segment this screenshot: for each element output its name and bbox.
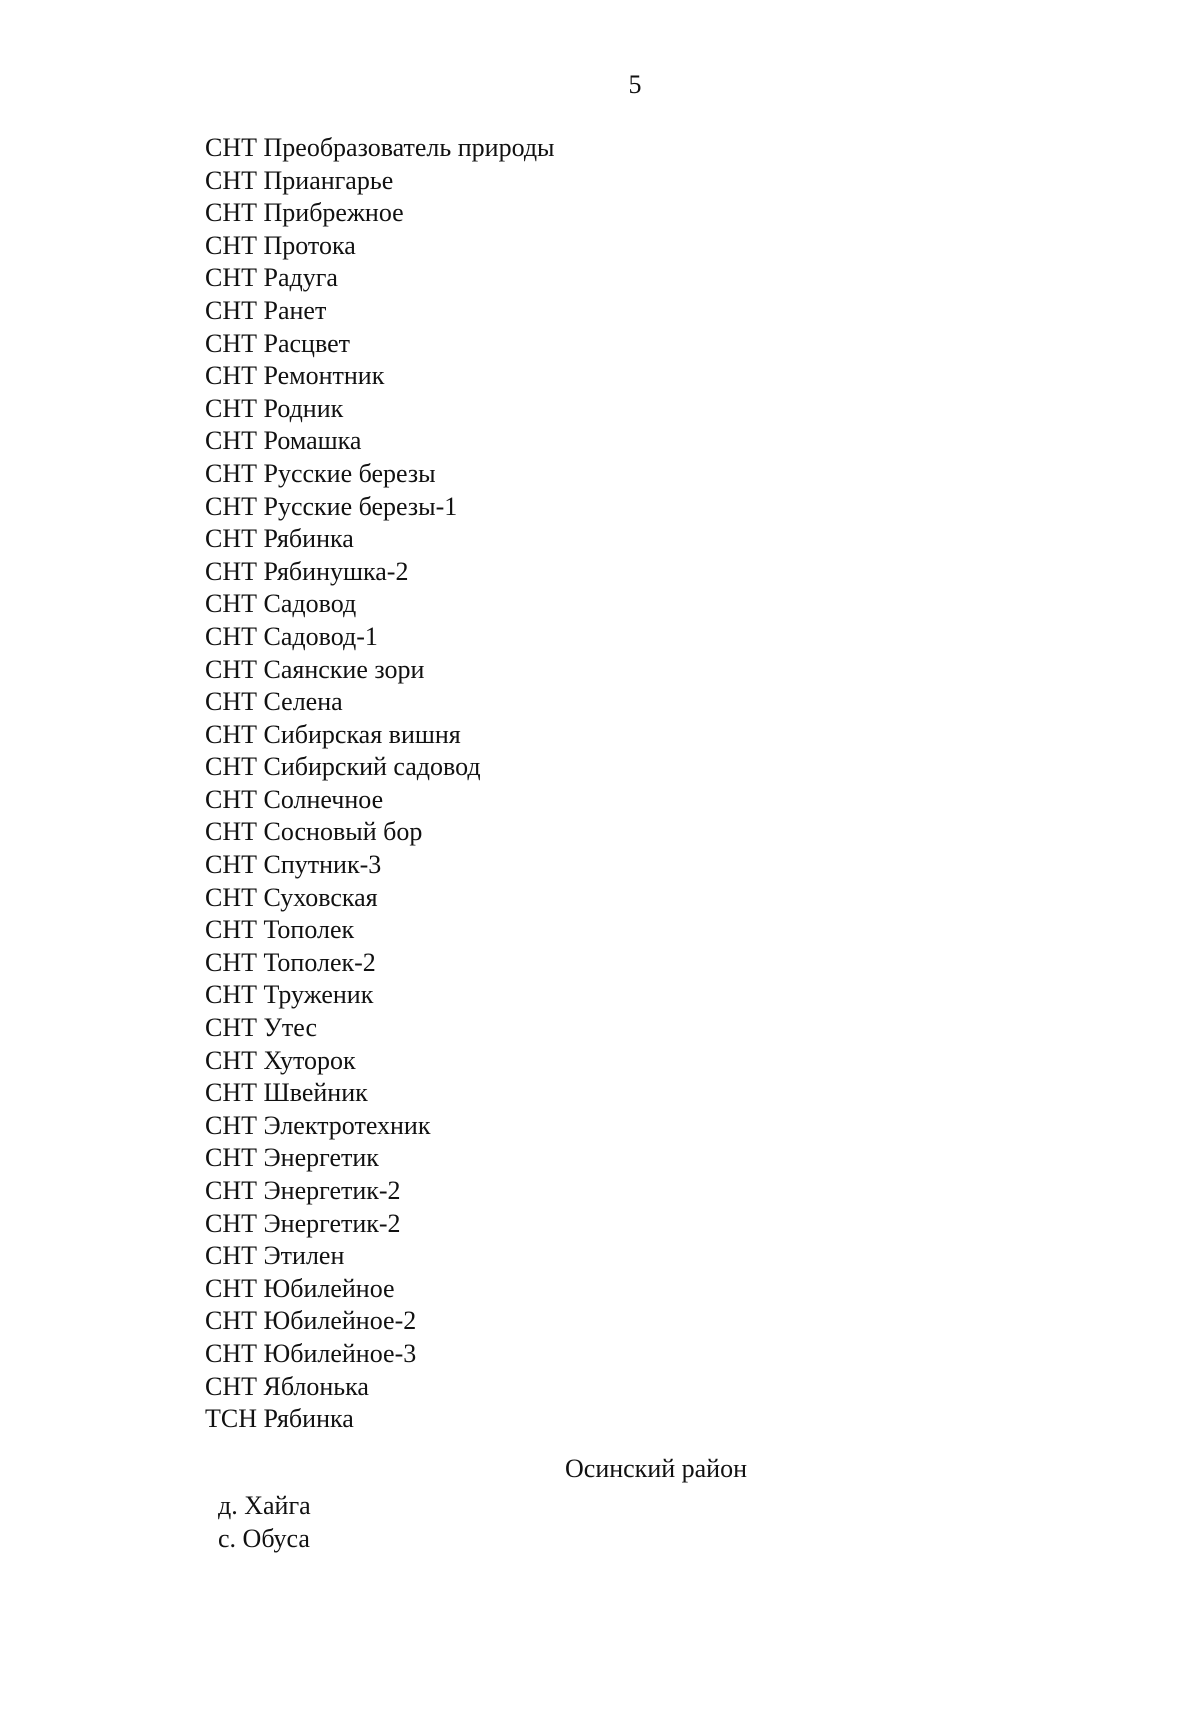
page-number: 5: [628, 70, 642, 99]
list-item: СНТ Спутник-3: [205, 850, 382, 880]
list-item: СНТ Ранет: [205, 295, 327, 325]
list-item: СНТ Энергетик-2: [205, 1208, 401, 1238]
list-item: СНТ Приангарье: [205, 165, 394, 195]
list-item: СНТ Этилен: [205, 1241, 345, 1271]
list-item: СНТ Радуга: [205, 263, 338, 293]
list-item: СНТ Саянские зори: [205, 654, 425, 684]
list-item: СНТ Садовод-1: [205, 621, 378, 651]
list-item: СНТ Сибирский садовод: [205, 752, 481, 782]
list-item: СНТ Протока: [205, 230, 356, 260]
list-item: с. Обуса: [218, 1523, 310, 1553]
list-item: ТСН Рябинка: [205, 1404, 354, 1434]
list-item: СНТ Яблонька: [205, 1371, 369, 1401]
list-item: СНТ Садовод: [205, 589, 357, 619]
district-heading: Осинский район: [565, 1454, 748, 1483]
list-item: СНТ Энергетик-2: [205, 1176, 401, 1205]
entity-list: [205, 132, 555, 1436]
list-item: СНТ Суховская: [205, 882, 378, 912]
list-item: СНТ Электротехник: [205, 1110, 431, 1140]
list-item: СНТ Родник: [205, 393, 344, 423]
list-item: СНТ Хуторок: [205, 1045, 356, 1075]
list-item: д. Хайга: [218, 1491, 311, 1520]
list-item: СНТ Юбилейное-2: [205, 1306, 417, 1336]
list-item: СНТ Ромашка: [205, 426, 362, 456]
list-item: СНТ Тополек-2: [205, 947, 376, 977]
list-item: СНТ Юбилейное: [205, 1273, 395, 1303]
list-item: СНТ Русские березы-1: [205, 491, 458, 521]
list-item: СНТ Тополек: [205, 915, 355, 945]
list-item: СНТ Селена: [205, 687, 343, 717]
settlement-list: [218, 1490, 311, 1555]
list-item: СНТ Солнечное: [205, 784, 384, 814]
list-item: СНТ Русские березы: [205, 458, 436, 488]
list-item: СНТ Энергетик: [205, 1143, 379, 1173]
list-item: СНТ Преобразователь природы: [205, 133, 555, 162]
list-item: СНТ Прибрежное: [205, 198, 404, 228]
list-item: СНТ Ремонтник: [205, 361, 385, 391]
list-item: СНТ Швейник: [205, 1078, 368, 1108]
list-item: СНТ Рябинка: [205, 524, 354, 554]
list-item: СНТ Утес: [205, 1013, 317, 1043]
list-item: СНТ Рябинушка-2: [205, 556, 409, 586]
list-item: СНТ Сосновый бор: [205, 817, 423, 847]
list-item: СНТ Сибирская вишня: [205, 719, 461, 749]
list-item: СНТ Юбилейное-3: [205, 1338, 417, 1368]
list-item: СНТ Труженик: [205, 980, 374, 1010]
list-item: СНТ Расцвет: [205, 328, 350, 358]
